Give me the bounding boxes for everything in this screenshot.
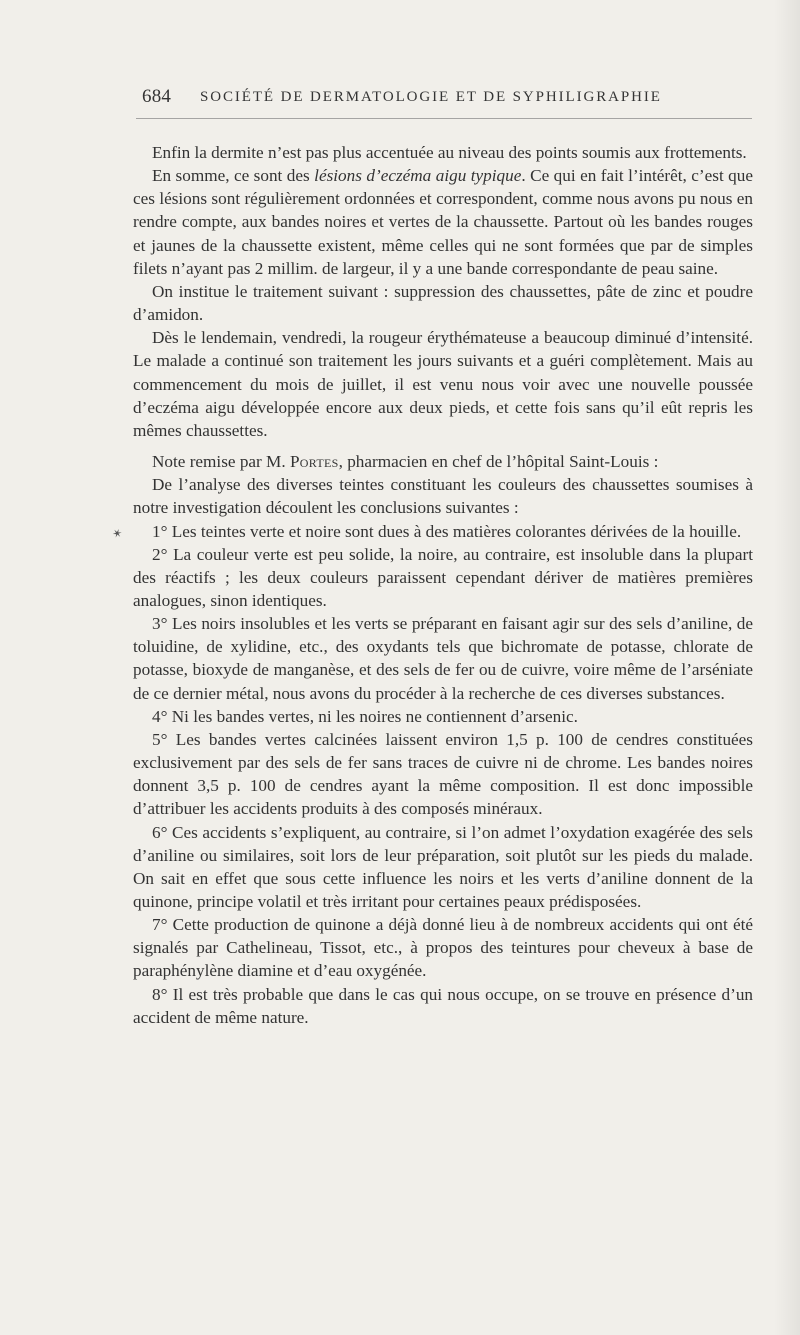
paragraph-note-intro-start: Note remise par M.: [152, 452, 290, 472]
paragraph-treatment: On institue le traitement suivant : suppression des chaussettes, pâte de zinc et poudre d’amidon.: [133, 281, 753, 325]
conclusion-item-5: 5° Les bandes vertes calcinées laissent environ 1,5 p. 100 de cendres constituées exclusivement par des sels de fer sans traces de cuivre ni de chrome. Les bandes noires donnent 3,5 p. 100 de cendres ayant la même composition. Il est donc impossible d’attribuer les accidents produits à des composés minéraux.: [133, 729, 753, 819]
running-head: [142, 86, 754, 110]
conclusion-item-6: 6° Ces accidents s’expliquent, au contraire, si l’on admet l’oxydation exagérée des sels d’aniline ou similaires, soit lors de leur préparation, soit plutôt sur les pieds du malade. On sait en effet que sous cette influence les noirs et les verts d’aniline donnent de la quinone, principe volatil et très irritant pour certaines peaux prédisposées.: [133, 822, 753, 911]
paragraph-follow-up: Dès le lendemain, vendredi, la rougeur érythémateuse a beaucoup diminué d’intensité. Le malade a continué son traitement les jours suivants et a guéri complètement. Mais au commencement du mois de juillet, il est venu nous voir avec une nouvelle poussée d’eczéma aigu développée encore aux deux pieds, et cette fois sans qu’il eût repris les mêmes chaussettes.: [133, 328, 753, 440]
paragraph-note-intro: [133, 450, 753, 473]
conclusion-item-8: 8° Il est très probable que dans le cas qui nous occupe, on se trouve en présence d’un accident de même nature.: [133, 984, 753, 1027]
paragraph-eczema-lesions: [133, 164, 753, 280]
paragraph-friction: Enfin la dermite n’est pas plus accentuée au niveau des points soumis aux frottements.: [152, 143, 747, 162]
conclusion-item-7: 7° Cette production de quinone a déjà donné lieu à de nombreux accidents qui ont été signalés par Cathelineau, Tissot, etc., à propos des teintures pour cheveux à base de paraphénylène diamine et d’eau oxygénée.: [133, 915, 753, 981]
scan-edge-shadow: [774, 0, 800, 1335]
italic-term-eczema: lésions d’eczéma aigu typique: [314, 166, 522, 186]
paragraph-eczema-lesions-text-start: En somme, ce sont des: [152, 166, 315, 186]
conclusion-item-2: 2° La couleur verte est peu solide, la noire, au contraire, est insoluble dans la plupart des réactifs ; les deux couleurs paraissent cependant dériver de matières premières analogues, sinon identiques.: [133, 544, 753, 610]
paragraph-eczema-lesions-text-end: . Ce qui en fait l’intérêt, c’est que ces lésions sont régulièrement ordonnées et correspondent, comme nous avons pu nous en rendre compte, aux bandes noires et vertes de la chaussette. Partout où les bandes rouges et jaunes de la chaussette existent, même celles qui ne sont formées que par de simples filets n’ayant pas 2 millim. de largeur, il y a une bande correspondante de peau saine.: [133, 166, 754, 278]
paragraph-analysis: De l’analyse des diverses teintes constituant les couleurs des chaussettes soumises à notre investigation découlent les conclusions suivantes :: [133, 475, 753, 518]
conclusion-item-3: 3° Les noirs insolubles et les verts se préparant en faisant agir sur des sels d’aniline, de toluidine, de xylidine, etc., des oxydants tels que bichromate de potasse, chlorate de potasse, bioxyde de manganèse, et des sels de fer ou de cuivre, voire même de l’arséniate de ce dernier métal, nous avons du procéder à la recherche de ces diverses substances.: [133, 614, 753, 703]
running-title: SOCIÉTÉ DE DERMATOLOGIE ET DE SYPHILIGRAPHIE: [200, 89, 662, 105]
conclusion-item-1: 1° Les teintes verte et noire sont dues à des matières colorantes dérivées de la houille.: [152, 521, 742, 541]
paragraph-note-intro-end: , pharmacien en chef de l’hôpital Saint-Louis :: [338, 452, 659, 472]
conclusion-item-4: 4° Ni les bandes vertes, ni les noires ne contiennent d’arsenic.: [152, 706, 578, 726]
small-caps-name-portes: Portes: [289, 452, 339, 472]
page-number: 684: [142, 86, 172, 107]
margin-mark-icon: ✶: [109, 525, 125, 542]
header-rule: [136, 118, 752, 119]
body-text: [133, 141, 753, 1029]
